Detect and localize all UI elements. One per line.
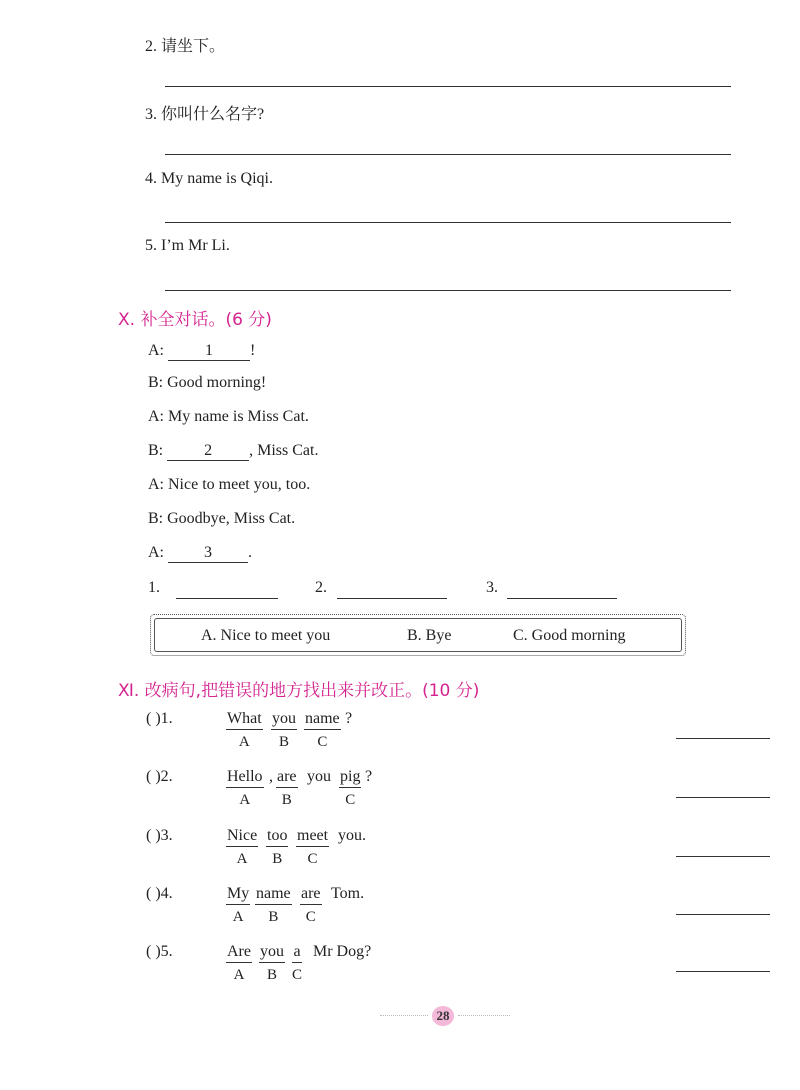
translate-item-4 — [145, 170, 273, 188]
xi-item-4-word-a[interactable] — [226, 884, 250, 927]
dialogue-line-1 — [148, 342, 255, 361]
word-letter: C — [307, 851, 318, 867]
xi-item-4-word-c[interactable] — [300, 884, 322, 927]
word-letter: B — [268, 909, 279, 925]
section-x-title: Ⅹ. 补全对话。(6 分) — [118, 310, 272, 330]
speaker: A: — [148, 544, 164, 561]
xi-item-2-word-c[interactable] — [339, 767, 361, 810]
word: pig — [339, 767, 361, 788]
answer-line[interactable] — [165, 222, 731, 223]
xi-item-2-prefix: ( )2. — [146, 768, 173, 785]
speaker: B: — [148, 510, 164, 527]
translate-item-3 — [145, 101, 264, 124]
dialogue-text: Goodbye, Miss Cat. — [167, 510, 296, 527]
word: are — [276, 767, 298, 788]
word: name — [304, 709, 341, 730]
xi-item-2-word-a[interactable] — [226, 767, 264, 810]
answer-blank-1[interactable] — [176, 598, 278, 599]
dialogue-text: Good morning! — [167, 374, 267, 391]
dialogue-line-5 — [148, 476, 310, 494]
answer-blank-3[interactable] — [507, 598, 617, 599]
xi-item-1-tail: ? — [345, 710, 353, 727]
word: you — [271, 709, 297, 730]
xi-item-5-word-b[interactable] — [259, 942, 285, 985]
correction-line-3[interactable] — [676, 856, 770, 857]
speaker: B: — [148, 442, 164, 459]
dialogue-text: My name is Miss Cat. — [168, 408, 309, 425]
word-letter: A — [232, 909, 244, 925]
dialogue-blank-2[interactable]: 2 — [167, 442, 249, 461]
word-letter: C — [345, 792, 356, 808]
answer-label-3: 3. — [486, 579, 498, 596]
option-c: C. Good morning — [513, 627, 626, 644]
page-number: 28 — [432, 1006, 454, 1026]
xi-item-3-prefix: ( )3. — [146, 827, 173, 844]
item-text: 你叫什么名字? — [161, 106, 265, 123]
footer-dots-left — [380, 1015, 428, 1016]
item-text: 请坐下。 — [161, 38, 226, 55]
xi-item-1-prefix: ( )1. — [146, 710, 173, 727]
translate-item-5 — [145, 237, 230, 255]
xi-item-1-word-b[interactable] — [271, 709, 297, 752]
correction-line-5[interactable] — [676, 971, 770, 972]
word: you — [259, 942, 285, 963]
word-letter: C — [305, 909, 316, 925]
word-letter: B — [278, 734, 289, 750]
xi-item-3-word-c[interactable] — [296, 826, 329, 869]
xi-item-2-word-b[interactable] — [276, 767, 298, 810]
item-number: 2. — [145, 38, 157, 55]
answer-line[interactable] — [165, 86, 731, 87]
correction-line-1[interactable] — [676, 738, 770, 739]
word-letter: C — [292, 967, 303, 983]
dialogue-after: ! — [250, 342, 256, 359]
speaker: A: — [148, 342, 164, 359]
word: too — [266, 826, 288, 847]
footer-dots-right — [458, 1015, 510, 1016]
item-number: 5. — [145, 237, 157, 254]
xi-item-4-prefix: ( )4. — [146, 885, 173, 902]
section-xi-title: Ⅺ. 改病句,把错误的地方找出来并改正。(10 分) — [118, 681, 480, 701]
word: Nice — [226, 826, 258, 847]
answer-line[interactable] — [165, 290, 731, 291]
word-letter: A — [233, 967, 245, 983]
xi-item-5-tail: Mr Dog? — [313, 943, 372, 960]
dialogue-line-4 — [148, 442, 318, 461]
xi-item-3-word-b[interactable] — [266, 826, 288, 869]
option-a: A. Nice to meet you — [201, 627, 331, 644]
word: Hello — [226, 767, 264, 788]
item-number: 4. — [145, 170, 157, 187]
xi-item-5-word-a[interactable] — [226, 942, 252, 985]
item-text: My name is Qiqi. — [161, 170, 273, 187]
dialogue-blank-3[interactable]: 3 — [168, 544, 248, 563]
word-letter: A — [238, 734, 250, 750]
option-b: B. Bye — [407, 627, 452, 644]
dialogue-line-2 — [148, 374, 266, 392]
word-letter: A — [239, 792, 251, 808]
xi-item-4-tail: Tom. — [331, 885, 365, 902]
xi-item-2-mid: you — [307, 768, 331, 785]
word: are — [300, 884, 322, 905]
answer-label-1: 1. — [148, 579, 160, 596]
xi-item-5-word-c[interactable] — [292, 942, 302, 985]
dialogue-blank-1[interactable]: 1 — [168, 342, 250, 361]
word-letter: C — [317, 734, 328, 750]
translate-item-2 — [145, 33, 225, 56]
dialogue-line-6 — [148, 510, 295, 528]
correction-line-4[interactable] — [676, 914, 770, 915]
speaker: A: — [148, 476, 164, 493]
word-letter: B — [266, 967, 277, 983]
xi-item-5-prefix: ( )5. — [146, 943, 173, 960]
answer-blank-2[interactable] — [337, 598, 447, 599]
xi-item-1-word-a[interactable] — [226, 709, 263, 752]
word: a — [292, 942, 302, 963]
dialogue-after: . — [248, 544, 252, 561]
xi-item-3-word-a[interactable] — [226, 826, 258, 869]
word-letter: B — [272, 851, 283, 867]
word: meet — [296, 826, 329, 847]
speaker: B: — [148, 374, 164, 391]
dialogue-line-3 — [148, 408, 309, 426]
item-number: 3. — [145, 106, 157, 123]
answer-line[interactable] — [165, 154, 731, 155]
dialogue-after: , Miss Cat. — [249, 442, 319, 459]
answer-label-2: 2. — [315, 579, 327, 596]
correction-line-2[interactable] — [676, 797, 770, 798]
speaker: A: — [148, 408, 164, 425]
xi-item-4-word-b[interactable] — [255, 884, 292, 927]
word-letter: A — [236, 851, 248, 867]
dialogue-text: Nice to meet you, too. — [168, 476, 311, 493]
word-letter: B — [281, 792, 292, 808]
xi-item-3-tail: you. — [338, 827, 366, 844]
word: What — [226, 709, 263, 730]
page-footer — [380, 1006, 510, 1026]
xi-item-2-tail: ? — [365, 768, 373, 785]
options-box — [150, 614, 686, 656]
word: Are — [226, 942, 252, 963]
word: My — [226, 884, 250, 905]
item-text: I’m Mr Li. — [161, 237, 230, 254]
dialogue-line-7 — [148, 544, 252, 563]
xi-item-2-comma: , — [269, 768, 273, 785]
xi-item-1-word-c[interactable] — [304, 709, 341, 752]
word: name — [255, 884, 292, 905]
